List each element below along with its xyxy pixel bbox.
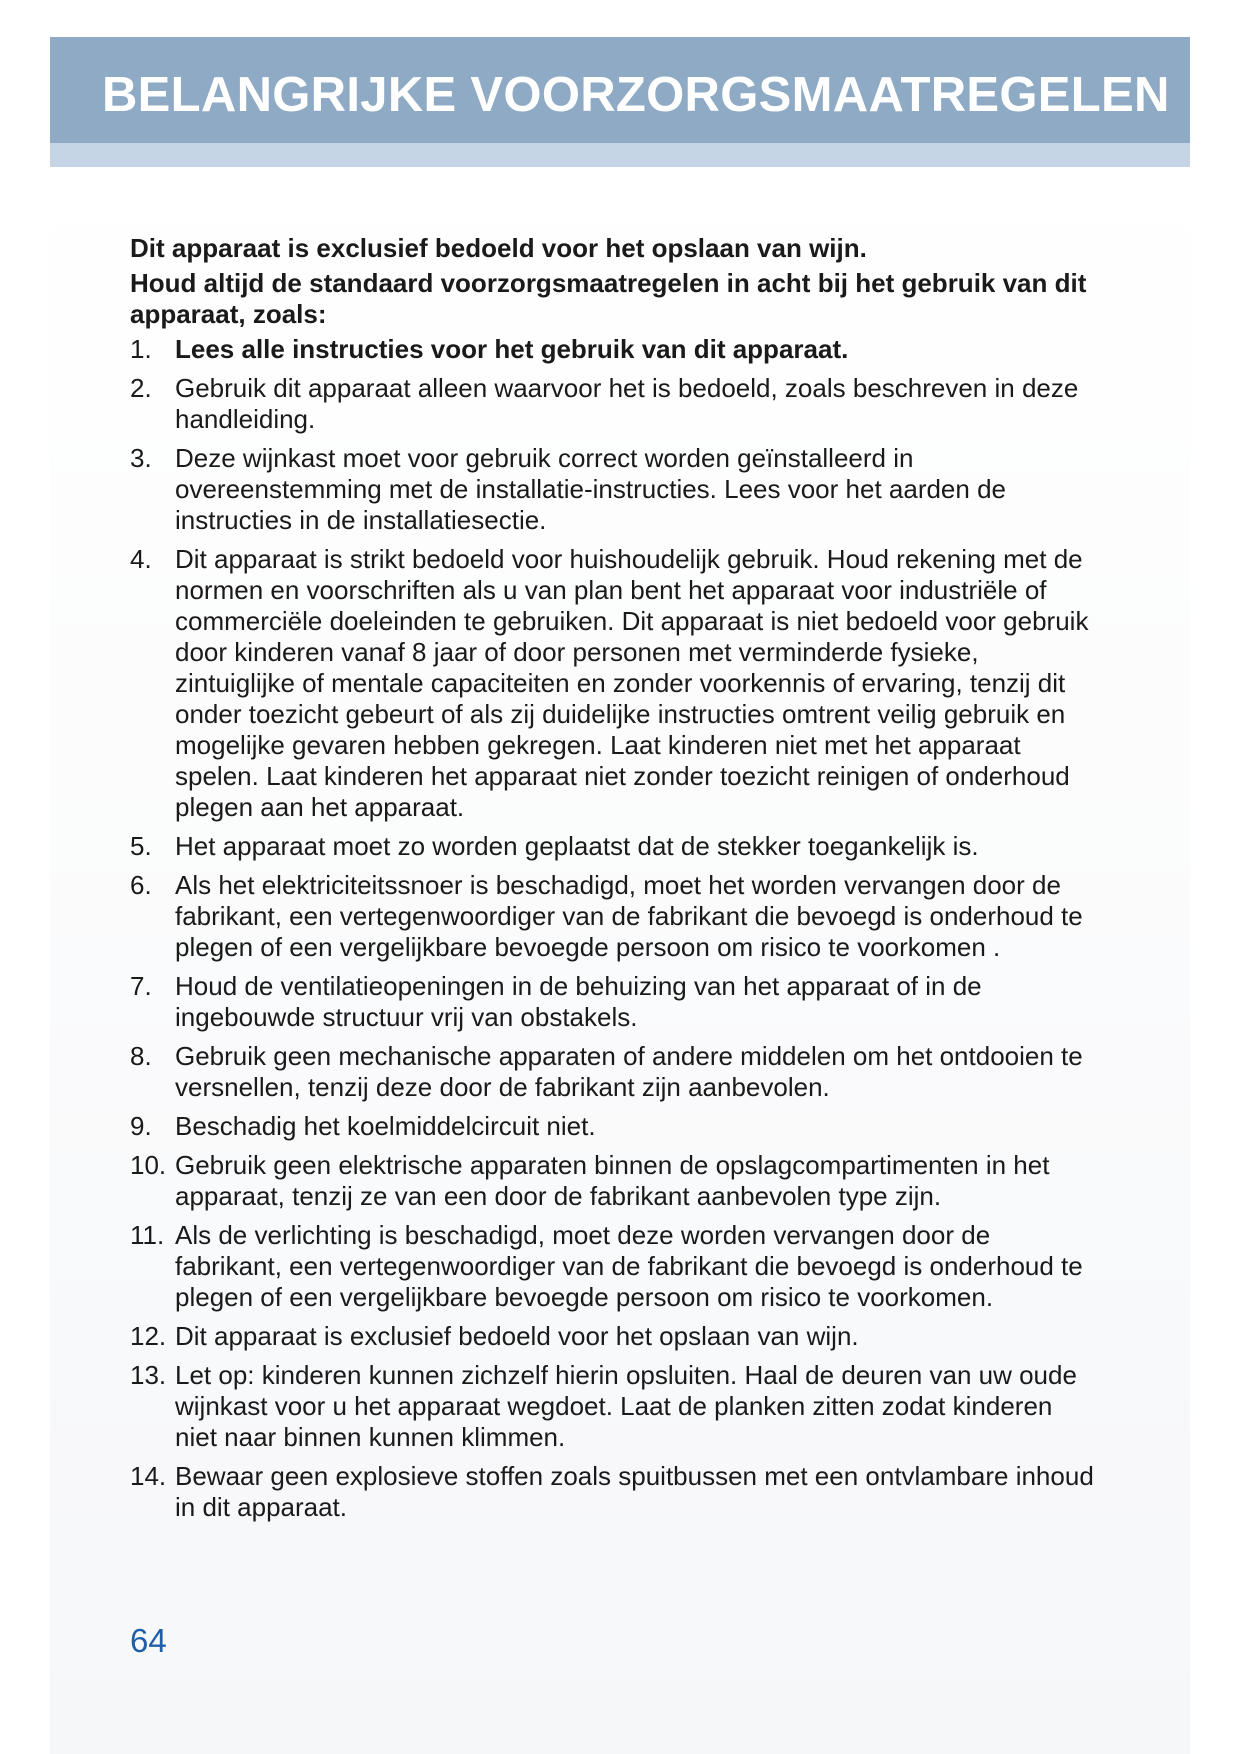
- page-title: BELANGRIJKE VOORZORGSMAATREGELEN: [102, 68, 1170, 122]
- item-number: 5.: [130, 831, 152, 861]
- item-number: 6.: [130, 870, 152, 900]
- item-number: 3.: [130, 443, 152, 473]
- item-text: Lees alle instructies voor het gebruik van dit apparaat.: [175, 334, 849, 364]
- item-text: Als het elektriciteitssnoer is beschadigd, moet het worden vervangen door de fabrikant, een vertegenwoordiger van de fabrikant die bevoegd is onderhoud te plegen of een vergelijkbare bevoegde persoon om risico te voorkomen .: [175, 870, 1083, 962]
- item-text: Het apparaat moet zo worden geplaatst dat de stekker toegankelijk is.: [175, 831, 979, 861]
- item-number: 1.: [130, 334, 152, 364]
- item-number: 2.: [130, 373, 152, 403]
- item-number: 11.: [130, 1220, 165, 1250]
- item-text: Dit apparaat is strikt bedoeld voor huishoudelijk gebruik. Houd rekening met de normen en voorschriften als u van plan bent het apparaat voor industriële of commerciële doeleinden te gebruiken. Dit apparaat is niet bedoeld voor gebruik door kinderen vanaf 8 jaar of door personen met verminderde fysieke, zintuiglijke of mentale capaciteiten en zonder voorkennis of ervaring, tenzij dit onder toezicht gebeurt of als zij duidelijke instructies omtrent veilig gebruik en mogelijke gevaren hebben gekregen. Laat kinderen niet met het apparaat spelen. Laat kinderen het apparaat niet zonder toezicht reinigen of onderhoud plegen aan het apparaat.: [175, 544, 1089, 822]
- item-number: 4.: [130, 544, 152, 574]
- item-number: 14.: [130, 1461, 167, 1491]
- item-number: 7.: [130, 971, 152, 1001]
- list-item: [130, 443, 1100, 536]
- header-underline-strip: [50, 143, 1190, 167]
- item-text: Houd de ventilatieopeningen in de behuizing van het apparaat of in de ingebouwde structuur vrij van obstakels.: [175, 971, 982, 1032]
- intro-line: Houd altijd de standaard voorzorgsmaatregelen in acht bij het gebruik van dit apparaat, zoals:: [130, 268, 1087, 329]
- list-item: [130, 1321, 1100, 1352]
- item-text: Gebruik dit apparaat alleen waarvoor het is bedoeld, zoals beschreven in deze handleiding.: [175, 373, 1079, 434]
- list-item: [130, 1360, 1100, 1453]
- item-number: 9.: [130, 1111, 152, 1141]
- item-number: 13.: [130, 1360, 167, 1390]
- list-item: [130, 1461, 1100, 1523]
- item-text: Bewaar geen explosieve stoffen zoals spuitbussen met een ontvlambare inhoud in dit apparaat.: [175, 1461, 1094, 1522]
- document-body: [130, 233, 1100, 1531]
- item-text: Als de verlichting is beschadigd, moet deze worden vervangen door de fabrikant, een vertegenwoordiger van de fabrikant die bevoegd is onderhoud te plegen of een vergelijkbare bevoegde persoon om risico te voorkomen.: [175, 1220, 1083, 1312]
- list-item: [130, 870, 1100, 963]
- item-text: Gebruik geen mechanische apparaten of andere middelen om het ontdooien te versnellen, tenzij deze door de fabrikant zijn aanbevolen.: [175, 1041, 1083, 1102]
- item-text: Deze wijnkast moet voor gebruik correct worden geïnstalleerd in overeenstemming met de installatie-instructies. Lees voor het aarden de instructies in de installatiesectie.: [175, 443, 1006, 535]
- item-number: 10.: [130, 1150, 167, 1180]
- list-item: [130, 1220, 1100, 1313]
- item-number: 8.: [130, 1041, 152, 1071]
- item-number: 12.: [130, 1321, 167, 1351]
- list-item: [130, 544, 1100, 823]
- list-item: [130, 971, 1100, 1033]
- precautions-list: [130, 334, 1100, 1523]
- item-text: Dit apparaat is exclusief bedoeld voor het opslaan van wijn.: [175, 1321, 859, 1351]
- list-item: [130, 831, 1100, 862]
- item-text: Let op: kinderen kunnen zichzelf hierin opsluiten. Haal de deuren van uw oude wijnkast voor u het apparaat wegdoet. Laat de planken zitten zodat kinderen niet naar binnen kunnen klimmen.: [175, 1360, 1077, 1452]
- list-item: [130, 334, 1100, 365]
- item-text: Gebruik geen elektrische apparaten binnen de opslagcompartimenten in het apparaat, tenzij ze van een door de fabrikant aanbevolen type zijn.: [175, 1150, 1050, 1211]
- intro-line: Dit apparaat is exclusief bedoeld voor het opslaan van wijn.: [130, 233, 867, 263]
- list-item: [130, 1150, 1100, 1212]
- page-number: 64: [130, 1622, 167, 1659]
- list-item: [130, 1111, 1100, 1142]
- list-item: [130, 373, 1100, 435]
- item-text: Beschadig het koelmiddelcircuit niet.: [175, 1111, 596, 1141]
- header-banner: [50, 37, 1190, 143]
- list-item: [130, 1041, 1100, 1103]
